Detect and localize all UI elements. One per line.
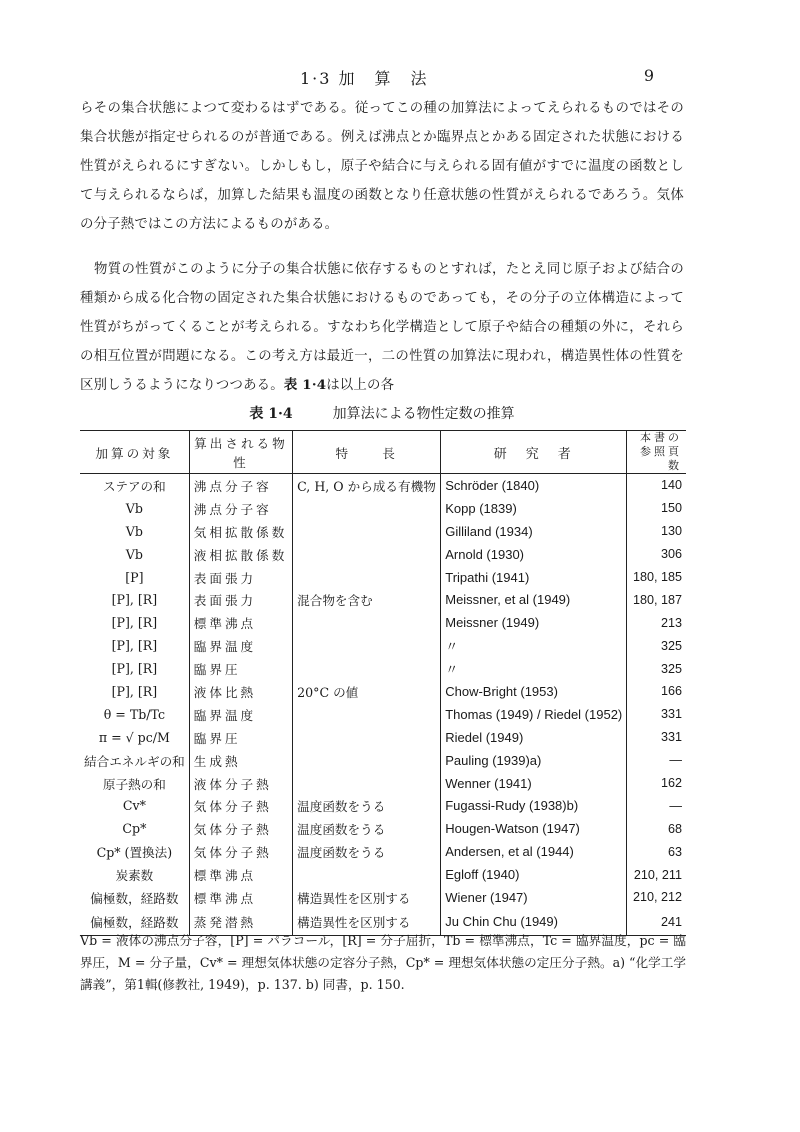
cell-property: 気相拡散係数	[189, 520, 292, 543]
cell-object: [P], [R]	[111, 661, 158, 677]
cell-feature: 温度函数をうる	[293, 840, 441, 863]
cell-property: 液体比熱	[189, 680, 292, 703]
cell-researcher: Chow-Bright (1953)	[441, 680, 627, 703]
table-row	[80, 794, 686, 817]
table-row	[80, 474, 686, 497]
page-number: 9	[643, 66, 656, 85]
cell-property: 臨界温度	[189, 634, 292, 657]
table-row	[80, 772, 686, 795]
cell-feature: 混合物を含む	[293, 588, 441, 611]
body-paragraph-1	[80, 94, 684, 239]
cell-page-ref: 63	[627, 840, 686, 863]
cell-feature	[293, 634, 441, 657]
cell-page-ref: 180, 185	[627, 566, 686, 589]
table-label: 表 1·4	[249, 406, 293, 422]
cell-property: 気体分子熱	[189, 840, 292, 863]
cell-feature: 温度函数をうる	[293, 794, 441, 817]
cell-researcher: Arnold (1930)	[441, 543, 627, 566]
cell-page-ref: 180, 187	[627, 588, 686, 611]
cell-researcher: Meissner (1949)	[441, 611, 627, 634]
paragraph-text: 物質の性質がこのように分子の集合状態に依存するものとすれば，たとえ同じ原子および結合の種類から成る化合物の固定された集合状態におけるものであっても，その分子の立体構造によって性質がちがってくることが考えられる。すなわち化学構造として原子や結合の種類の外に，それらの相互位置が問題になる。この考え方は最近一，二の性質の加算法に現われ，構造異性体の性質を区別しうるようになりつつある。表 1·4は以上の各	[80, 262, 684, 393]
cell-researcher: 〃	[441, 657, 627, 680]
cell-property: 表面張力	[189, 588, 292, 611]
cell-researcher: Riedel (1949)	[441, 726, 627, 749]
cell-feature	[293, 863, 441, 886]
table-row	[80, 703, 686, 726]
cell-page-ref: —	[627, 749, 686, 772]
cell-object: [P], [R]	[111, 615, 158, 631]
cell-object: Cv*	[122, 798, 146, 814]
cell-object: [P], [R]	[111, 592, 158, 608]
table-row	[80, 749, 686, 772]
cell-feature	[293, 611, 441, 634]
cell-feature: 構造異性を区別する	[293, 909, 441, 936]
cell-feature	[293, 657, 441, 680]
col-header-researcher: 研 究 者	[441, 431, 627, 474]
cell-researcher: Andersen, et al (1944)	[441, 840, 627, 863]
col-header-property: 算出される物 性	[189, 431, 292, 474]
cell-feature	[293, 772, 441, 795]
cell-page-ref: 331	[627, 703, 686, 726]
cell-property: 気体分子熱	[189, 794, 292, 817]
property-estimation-table	[80, 430, 686, 936]
cell-page-ref: 162	[627, 772, 686, 795]
cell-researcher: Schröder (1840)	[441, 474, 627, 497]
table-row	[80, 726, 686, 749]
section-title: 1·3 加 算 法	[300, 69, 429, 88]
running-header	[300, 66, 720, 90]
cell-researcher: Kopp (1839)	[441, 497, 627, 520]
cell-feature	[293, 543, 441, 566]
cell-page-ref: 68	[627, 817, 686, 840]
cell-page-ref: —	[627, 794, 686, 817]
cell-researcher: Tripathi (1941)	[441, 566, 627, 589]
table-header-row	[80, 431, 686, 474]
col-header-page-ref: 本書の参照頁数	[627, 431, 686, 474]
cell-page-ref: 166	[627, 680, 686, 703]
cell-researcher: Pauling (1939)a)	[441, 749, 627, 772]
cell-property: 臨界圧	[189, 726, 292, 749]
cell-property: 生成熱	[189, 749, 292, 772]
table-caption	[80, 403, 684, 423]
table-row	[80, 886, 686, 909]
cell-researcher: Gilliland (1934)	[441, 520, 627, 543]
cell-property: 沸点分子容	[189, 474, 292, 497]
cell-page-ref: 130	[627, 520, 686, 543]
cell-object: 原子熱の和	[102, 776, 166, 792]
cell-feature	[293, 726, 441, 749]
table-row	[80, 657, 686, 680]
table-row	[80, 520, 686, 543]
cell-property: 臨界圧	[189, 657, 292, 680]
cell-object: Cp*	[122, 821, 147, 837]
cell-object: 炭素数	[115, 868, 154, 884]
cell-object: [P], [R]	[111, 683, 158, 699]
cell-researcher: Hougen-Watson (1947)	[441, 817, 627, 840]
cell-researcher: 〃	[441, 634, 627, 657]
cell-object: ステアの和	[103, 478, 166, 494]
cell-property: 表面張力	[189, 566, 292, 589]
cell-feature: 20°C の値	[293, 680, 441, 703]
cell-object: π = √ pc/M	[98, 729, 170, 745]
cell-feature: C, H, O から成る有機物	[293, 474, 441, 497]
cell-property: 標準沸点	[189, 886, 292, 909]
cell-page-ref: 210, 211	[627, 863, 686, 886]
cell-feature: 構造異性を区別する	[293, 886, 441, 909]
cell-feature: 温度函数をうる	[293, 817, 441, 840]
cell-page-ref: 325	[627, 634, 686, 657]
cell-page-ref: 213	[627, 611, 686, 634]
table-row	[80, 680, 686, 703]
cell-feature	[293, 749, 441, 772]
cell-feature	[293, 520, 441, 543]
body-paragraph-2	[80, 255, 684, 400]
cell-property: 液相拡散係数	[189, 543, 292, 566]
cell-object: θ = Tb/Tc	[103, 706, 166, 722]
cell-property: 臨界温度	[189, 703, 292, 726]
cell-page-ref: 241	[627, 909, 686, 936]
cell-page-ref: 331	[627, 726, 686, 749]
table-row	[80, 611, 686, 634]
cell-researcher: Egloff (1940)	[441, 863, 627, 886]
table-footnote: Vb = 液体の沸点分子容，[P] = パラコール，[R] = 分子屈折，Tb = 標準沸点，Tc = 臨界温度，pc = 臨界圧，M = 分子量，Cv* = 理想気体状態の定容分子熱，Cp* = 理想気体状態の定圧分子熱。a) “化学工学講義”，第1輯(修教社, 1949)，p. 137. b) 同書，p. 150.	[80, 933, 686, 992]
cell-researcher: Thomas (1949) / Riedel (1952)	[441, 703, 627, 726]
cell-feature	[293, 497, 441, 520]
cell-feature	[293, 703, 441, 726]
cell-object: 偏極数，経路数	[80, 909, 189, 936]
cell-object: [P], [R]	[111, 638, 158, 654]
table-row	[80, 588, 686, 611]
cell-researcher: Wiener (1947)	[441, 886, 627, 909]
cell-object: Vb	[125, 523, 143, 539]
cell-page-ref: 325	[627, 657, 686, 680]
cell-property: 蒸発潜熱	[189, 909, 292, 936]
cell-page-ref: 210, 212	[627, 886, 686, 909]
paragraph-text: らその集合状態によつて変わるはずである。従ってこの種の加算法によってえられるものではその集合状態が指定せられるのが普通である。例えば沸点とか臨界点とかある固定された状態における性質がえられるにすぎない。しかしもし，原子や結合に与えられる固有値がすでに温度の函数として与えられるならば，加算した結果も温度の函数となり任意状態の性質がえられるであろう。気体の分子熱ではこの方法によるものがある。	[80, 101, 684, 232]
table-reference: 表 1·4	[283, 377, 327, 393]
cell-researcher: Meissner, et al (1949)	[441, 588, 627, 611]
cell-object: Cp* (置換法)	[96, 845, 173, 861]
cell-feature	[293, 566, 441, 589]
cell-object: Vb	[125, 500, 143, 516]
cell-object: Vb	[125, 546, 143, 562]
col-header-object: 加算の対象	[80, 431, 189, 474]
table-row	[80, 566, 686, 589]
cell-property: 液体分子熱	[189, 772, 292, 795]
cell-researcher: Fugassi-Rudy (1938)b)	[441, 794, 627, 817]
table-title: 加算法による物性定数の推算	[332, 406, 515, 422]
cell-object: [P]	[125, 569, 144, 585]
table-row	[80, 543, 686, 566]
cell-page-ref: 140	[627, 474, 686, 497]
cell-property: 標準沸点	[189, 863, 292, 886]
cell-researcher: Ju Chin Chu (1949)	[441, 909, 627, 936]
cell-property: 気体分子熱	[189, 817, 292, 840]
table-row	[80, 817, 686, 840]
cell-page-ref: 150	[627, 497, 686, 520]
cell-object: 結合エネルギの和	[84, 753, 185, 769]
table-row	[80, 497, 686, 520]
cell-property: 標準沸点	[189, 611, 292, 634]
table-row	[80, 634, 686, 657]
cell-researcher: Wenner (1941)	[441, 772, 627, 795]
cell-page-ref: 306	[627, 543, 686, 566]
col-header-feature: 特 長	[293, 431, 441, 474]
table-row	[80, 840, 686, 863]
table-body	[80, 474, 686, 936]
cell-object: 偏極数，経路数	[90, 890, 179, 906]
cell-property: 沸点分子容	[189, 497, 292, 520]
table-row	[80, 863, 686, 886]
